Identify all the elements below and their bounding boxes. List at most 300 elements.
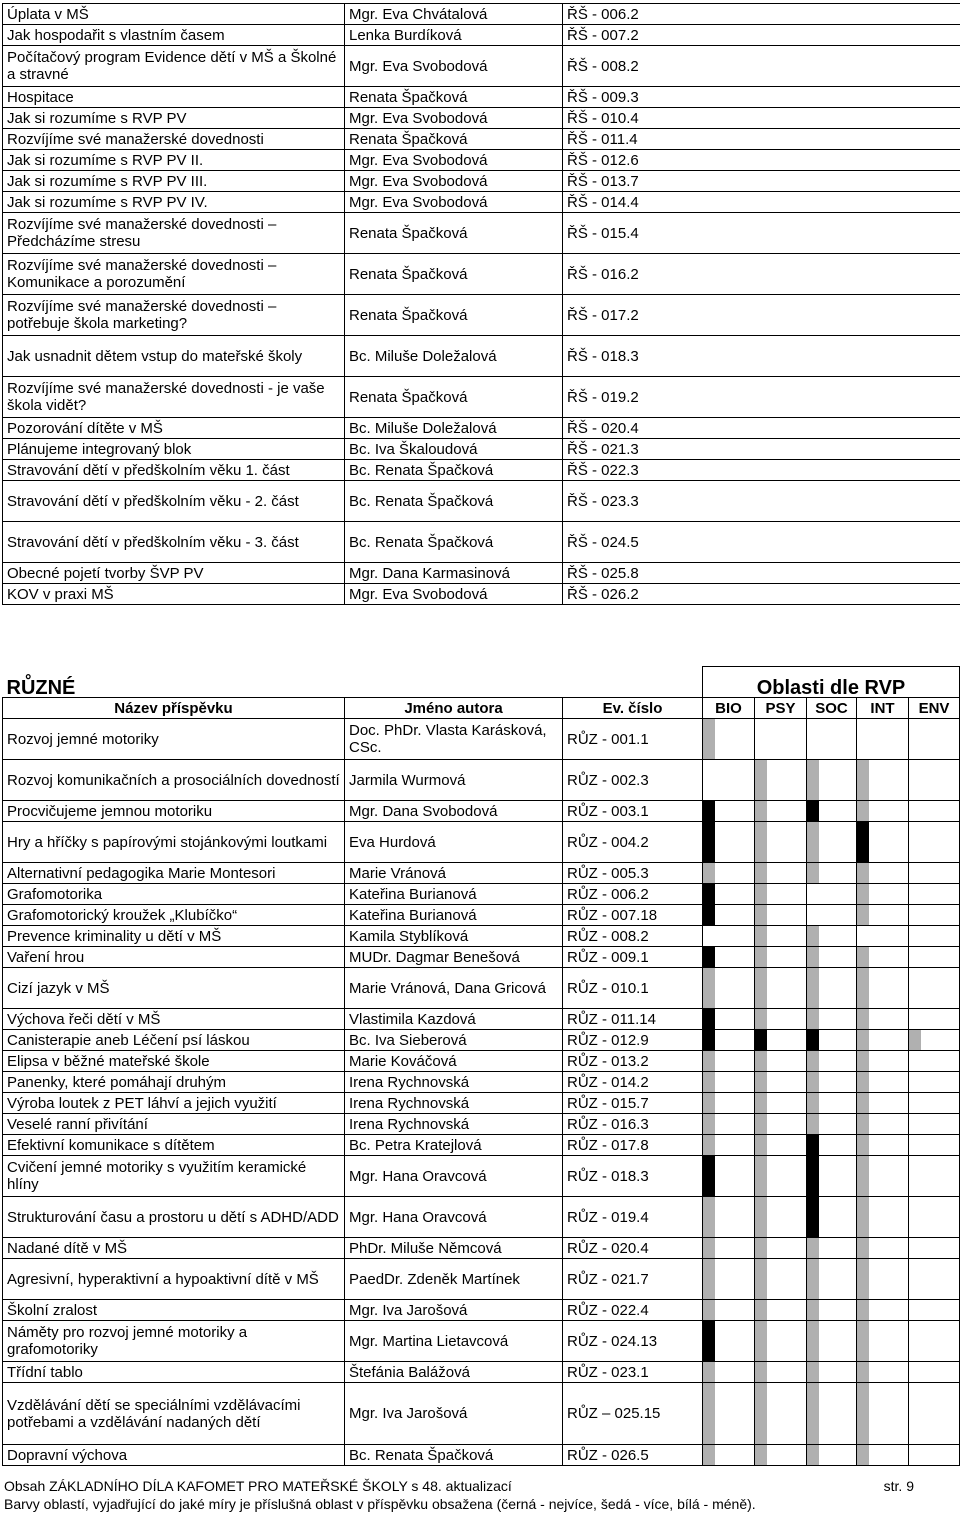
- area-cell-psy: [755, 968, 807, 1009]
- row-number: ŘŠ - 015.4: [563, 213, 960, 254]
- area-level-grey: [703, 1362, 715, 1382]
- row-number: ŘŠ - 018.3: [563, 336, 960, 377]
- row-number: RŮZ - 013.2: [563, 1051, 703, 1072]
- area-cell-env: [909, 905, 960, 926]
- area-cell-soc: [807, 1300, 857, 1321]
- area-level-grey: [857, 905, 869, 925]
- row-author: Mgr. Eva Svobodová: [345, 108, 563, 129]
- area-level-grey: [703, 1383, 715, 1444]
- area-level-grey: [755, 1197, 767, 1237]
- section-title: RŮZNÉ: [6, 677, 76, 698]
- row-title: Efektivní komunikace s dítětem: [3, 1135, 345, 1156]
- area-cell-int: [857, 947, 909, 968]
- area-level-grey: [857, 1238, 869, 1258]
- area-level-grey: [755, 1445, 767, 1465]
- row-author: Marie Kováčová: [345, 1051, 563, 1072]
- row-number: ŘŠ - 021.3: [563, 439, 960, 460]
- area-level-grey: [755, 863, 767, 883]
- row-title: Rozvíjíme své manažerské dovednosti – Předcházíme stresu: [3, 213, 345, 254]
- area-cell-psy: [755, 905, 807, 926]
- area-cell-int: [857, 926, 909, 947]
- row-number: ŘŠ - 011.4: [563, 129, 960, 150]
- area-cell-bio: [703, 801, 755, 822]
- area-cell-psy: [755, 1009, 807, 1030]
- area-level-grey: [755, 884, 767, 904]
- area-level-grey: [755, 1259, 767, 1299]
- table-row: [3, 336, 960, 377]
- row-title: Cizí jazyk v MŠ: [3, 968, 345, 1009]
- area-cell-soc: [807, 1197, 857, 1238]
- table-row: [3, 1156, 960, 1197]
- area-cell-psy: [755, 1362, 807, 1383]
- area-cell-bio: [703, 884, 755, 905]
- area-cell-soc: [807, 905, 857, 926]
- area-level-grey: [857, 1300, 869, 1320]
- row-author: Mgr. Eva Svobodová: [345, 171, 563, 192]
- area-level-grey: [755, 760, 767, 800]
- area-level-grey: [807, 1114, 819, 1134]
- area-cell-env: [909, 801, 960, 822]
- row-number: RŮZ - 009.1: [563, 947, 703, 968]
- area-cell-bio: [703, 1093, 755, 1114]
- row-number: ŘŠ - 013.7: [563, 171, 960, 192]
- area-cell-env: [909, 1383, 960, 1445]
- area-cell-bio: [703, 1156, 755, 1197]
- area-level-black: [807, 1135, 819, 1155]
- area-level-grey: [755, 801, 767, 821]
- row-number: ŘŠ - 009.3: [563, 87, 960, 108]
- row-title: Jak si rozumíme s RVP PV IV.: [3, 192, 345, 213]
- area-level-grey: [857, 1030, 869, 1050]
- area-cell-env: [909, 1156, 960, 1197]
- area-cell-bio: [703, 1362, 755, 1383]
- table-row: [3, 150, 960, 171]
- row-title: Plánujeme integrovaný blok: [3, 439, 345, 460]
- row-author: Mgr. Dana Svobodová: [345, 801, 563, 822]
- header-soc: SOC: [807, 698, 857, 719]
- row-author: Mgr. Dana Karmasinová: [345, 563, 563, 584]
- area-level-black: [755, 1030, 767, 1050]
- row-title: KOV v praxi MŠ: [3, 584, 345, 605]
- table-row: [3, 1238, 960, 1259]
- area-cell-psy: [755, 1383, 807, 1445]
- row-title: Elipsa v běžné mateřské škole: [3, 1051, 345, 1072]
- row-title: Cvičení jemné motoriky s využitím keramické hlíny: [3, 1156, 345, 1197]
- area-cell-soc: [807, 822, 857, 863]
- area-cell-bio: [703, 1238, 755, 1259]
- row-number: RŮZ - 021.7: [563, 1259, 703, 1300]
- row-number: ŘŠ - 012.6: [563, 150, 960, 171]
- area-cell-int: [857, 1156, 909, 1197]
- table-row: [3, 905, 960, 926]
- row-author: Mgr. Iva Jarošová: [345, 1383, 563, 1445]
- area-cell-int: [857, 822, 909, 863]
- row-title: Jak usnadnit dětem vstup do mateřské školy: [3, 336, 345, 377]
- row-title: Strukturování času a prostoru u dětí s ADHD/ADD: [3, 1197, 345, 1238]
- area-level-grey: [857, 1093, 869, 1113]
- row-author: Doc. PhDr. Vlasta Karásková, CSc.: [345, 719, 563, 760]
- row-number: RŮZ - 002.3: [563, 760, 703, 801]
- area-level-grey: [755, 1156, 767, 1196]
- area-cell-bio: [703, 1300, 755, 1321]
- oblasti-title: Oblasti dle RVP: [703, 667, 960, 698]
- area-cell-psy: [755, 1156, 807, 1197]
- area-cell-soc: [807, 1051, 857, 1072]
- header-author: Jméno autora: [345, 698, 563, 719]
- row-number: RŮZ - 020.4: [563, 1238, 703, 1259]
- area-cell-env: [909, 1072, 960, 1093]
- header-num: Ev. číslo: [563, 698, 703, 719]
- row-author: Mgr. Iva Jarošová: [345, 1300, 563, 1321]
- top-contents-table: [2, 3, 960, 605]
- area-level-grey: [755, 1321, 767, 1361]
- row-author: Mgr. Hana Oravcová: [345, 1156, 563, 1197]
- area-level-grey: [807, 1445, 819, 1465]
- area-level-grey: [755, 1238, 767, 1258]
- area-level-black: [703, 801, 715, 821]
- footer-text: Obsah ZÁKLADNÍHO DÍLA KAFOMET PRO MATEŘSKÉ ŠKOLY s 48. aktualizací: [4, 1478, 512, 1494]
- row-number: ŘŠ - 020.4: [563, 418, 960, 439]
- area-cell-int: [857, 1362, 909, 1383]
- header-psy: PSY: [755, 698, 807, 719]
- area-cell-bio: [703, 1009, 755, 1030]
- row-title: Stravování dětí v předškolním věku - 2. část: [3, 481, 345, 522]
- area-level-black: [703, 1156, 715, 1196]
- area-cell-soc: [807, 1114, 857, 1135]
- row-title: Vaření hrou: [3, 947, 345, 968]
- area-cell-soc: [807, 1072, 857, 1093]
- area-level-grey: [703, 1445, 715, 1465]
- row-number: ŘŠ - 006.2: [563, 4, 960, 25]
- area-level-grey: [857, 1114, 869, 1134]
- table-row: [3, 129, 960, 150]
- area-cell-env: [909, 1362, 960, 1383]
- row-author: Mgr. Eva Chvátalová: [345, 4, 563, 25]
- area-cell-bio: [703, 822, 755, 863]
- row-title: Prevence kriminality u dětí v MŠ: [3, 926, 345, 947]
- row-number: ŘŠ - 017.2: [563, 295, 960, 336]
- row-title: Úplata v MŠ: [3, 4, 345, 25]
- row-title: Výchova řeči dětí v MŠ: [3, 1009, 345, 1030]
- area-cell-env: [909, 926, 960, 947]
- area-level-black: [807, 801, 819, 821]
- table-row: [3, 46, 960, 87]
- row-title: Vzdělávání dětí se speciálními vzdělávacími potřebami a vzdělávání nadaných dětí: [3, 1383, 345, 1445]
- area-level-grey: [857, 1383, 869, 1444]
- area-cell-bio: [703, 1030, 755, 1051]
- area-level-black: [807, 1030, 819, 1050]
- row-author: Bc. Renata Špačková: [345, 522, 563, 563]
- area-level-grey: [755, 1114, 767, 1134]
- row-number: ŘŠ - 007.2: [563, 25, 960, 46]
- table-row: [3, 460, 960, 481]
- area-cell-soc: [807, 863, 857, 884]
- area-cell-psy: [755, 801, 807, 822]
- row-title: Rozvíjíme své manažerské dovednosti - je vaše škola vidět?: [3, 377, 345, 418]
- table-row: [3, 1093, 960, 1114]
- area-level-black: [807, 1156, 819, 1196]
- table-row: [3, 522, 960, 563]
- table-row: [3, 25, 960, 46]
- table-row: [3, 947, 960, 968]
- table-row: [3, 439, 960, 460]
- area-cell-psy: [755, 1114, 807, 1135]
- row-number: RŮZ - 022.4: [563, 1300, 703, 1321]
- row-title: Grafomotorický kroužek „Klubíčko“: [3, 905, 345, 926]
- table-row: [3, 295, 960, 336]
- area-level-grey: [703, 1259, 715, 1299]
- row-author: Mgr. Eva Svobodová: [345, 150, 563, 171]
- area-cell-psy: [755, 863, 807, 884]
- row-title: Jak hospodařit s vlastním časem: [3, 25, 345, 46]
- row-number: RŮZ - 019.4: [563, 1197, 703, 1238]
- area-cell-env: [909, 863, 960, 884]
- table-row: [3, 1300, 960, 1321]
- area-cell-env: [909, 947, 960, 968]
- area-level-grey: [807, 1259, 819, 1299]
- area-level-grey: [755, 1135, 767, 1155]
- table-row: [3, 1135, 960, 1156]
- area-level-grey: [703, 1135, 715, 1155]
- area-level-grey: [755, 1300, 767, 1320]
- row-title: Hospitace: [3, 87, 345, 108]
- row-number: RŮZ - 017.8: [563, 1135, 703, 1156]
- area-cell-bio: [703, 1197, 755, 1238]
- row-title: Agresivní, hyperaktivní a hypoaktivní dítě v MŠ: [3, 1259, 345, 1300]
- area-cell-psy: [755, 884, 807, 905]
- area-level-grey: [807, 968, 819, 1008]
- area-cell-env: [909, 1445, 960, 1466]
- table-row: [3, 377, 960, 418]
- row-number: ŘŠ - 014.4: [563, 192, 960, 213]
- row-number: ŘŠ - 023.3: [563, 481, 960, 522]
- table-row: [3, 563, 960, 584]
- area-level-grey: [703, 1114, 715, 1134]
- area-cell-env: [909, 760, 960, 801]
- area-level-black: [857, 822, 869, 862]
- area-level-grey: [703, 968, 715, 1008]
- row-author: Bc. Miluše Doležalová: [345, 336, 563, 377]
- area-level-grey: [857, 1259, 869, 1299]
- area-level-grey: [857, 760, 869, 800]
- row-title: Dopravní výchova: [3, 1445, 345, 1466]
- row-author: Bc. Petra Kratejlová: [345, 1135, 563, 1156]
- row-title: Pozorování dítěte v MŠ: [3, 418, 345, 439]
- area-cell-env: [909, 1114, 960, 1135]
- row-author: Irena Rychnovská: [345, 1093, 563, 1114]
- area-level-grey: [703, 719, 715, 759]
- row-number: ŘŠ - 010.4: [563, 108, 960, 129]
- area-cell-bio: [703, 947, 755, 968]
- area-level-black: [703, 884, 715, 904]
- row-title: Hry a hříčky s papírovými stojánkovými loutkami: [3, 822, 345, 863]
- area-cell-int: [857, 1300, 909, 1321]
- row-title: Výroba loutek z PET láhví a jejich využití: [3, 1093, 345, 1114]
- area-cell-psy: [755, 1072, 807, 1093]
- area-level-grey: [857, 1072, 869, 1092]
- area-cell-int: [857, 1197, 909, 1238]
- header-title: Název příspěvku: [3, 698, 345, 719]
- table-row: [3, 192, 960, 213]
- row-author: Renata Špačková: [345, 254, 563, 295]
- area-level-grey: [857, 1051, 869, 1071]
- area-cell-env: [909, 822, 960, 863]
- area-cell-bio: [703, 863, 755, 884]
- row-author: Bc. Renata Špačková: [345, 481, 563, 522]
- area-cell-int: [857, 1072, 909, 1093]
- table-row: [3, 1321, 960, 1362]
- header-row: [3, 698, 960, 719]
- row-author: MUDr. Dagmar Benešová: [345, 947, 563, 968]
- area-cell-bio: [703, 1051, 755, 1072]
- row-title: Rozvoj jemné motoriky: [3, 719, 345, 760]
- table-row: [3, 1009, 960, 1030]
- row-author: Marie Vránová, Dana Gricová: [345, 968, 563, 1009]
- row-number: RŮZ - 003.1: [563, 801, 703, 822]
- row-title: Grafomotorika: [3, 884, 345, 905]
- area-level-grey: [755, 1362, 767, 1382]
- row-author: Renata Špačková: [345, 129, 563, 150]
- footer-line2: Barvy oblastí, vyjadřující do jaké míry je příslušná oblast v příspěvku obsažena (černá - nejvíce, šedá - více, bílá - méně).: [4, 1496, 756, 1512]
- row-title: Jak si rozumíme s RVP PV: [3, 108, 345, 129]
- row-author: Renata Špačková: [345, 87, 563, 108]
- table-row: [3, 254, 960, 295]
- row-author: Mgr. Eva Svobodová: [345, 584, 563, 605]
- row-author: Mgr. Martina Lietavcová: [345, 1321, 563, 1362]
- row-number: RŮZ - 016.3: [563, 1114, 703, 1135]
- area-cell-int: [857, 1259, 909, 1300]
- row-number: RŮZ - 015.7: [563, 1093, 703, 1114]
- area-cell-bio: [703, 926, 755, 947]
- area-cell-bio: [703, 1383, 755, 1445]
- area-level-grey: [807, 1093, 819, 1113]
- row-author: Renata Špačková: [345, 295, 563, 336]
- area-level-grey: [755, 905, 767, 925]
- area-cell-soc: [807, 1093, 857, 1114]
- row-author: Jarmila Wurmová: [345, 760, 563, 801]
- area-cell-soc: [807, 1383, 857, 1445]
- row-title: Jak si rozumíme s RVP PV III.: [3, 171, 345, 192]
- table-row: [3, 584, 960, 605]
- area-level-grey: [755, 1093, 767, 1113]
- row-number: RŮZ - 001.1: [563, 719, 703, 760]
- row-author: Bc. Iva Sieberová: [345, 1030, 563, 1051]
- table-row: [3, 108, 960, 129]
- area-level-grey: [703, 1051, 715, 1071]
- row-number: ŘŠ - 019.2: [563, 377, 960, 418]
- row-author: Mgr. Eva Svobodová: [345, 192, 563, 213]
- area-cell-soc: [807, 1009, 857, 1030]
- table-row: [3, 1051, 960, 1072]
- area-cell-psy: [755, 947, 807, 968]
- area-cell-psy: [755, 1445, 807, 1466]
- row-number: RŮZ - 011.14: [563, 1009, 703, 1030]
- table-row: [3, 213, 960, 254]
- area-level-grey: [857, 1197, 869, 1237]
- area-cell-soc: [807, 760, 857, 801]
- area-level-grey: [807, 822, 819, 862]
- area-level-grey: [755, 1383, 767, 1444]
- area-level-grey: [857, 884, 869, 904]
- area-level-grey: [857, 1156, 869, 1196]
- area-level-grey: [807, 1238, 819, 1258]
- area-level-grey: [755, 947, 767, 967]
- row-author: PhDr. Miluše Němcová: [345, 1238, 563, 1259]
- area-level-grey: [857, 947, 869, 967]
- area-level-black: [807, 1197, 819, 1237]
- row-author: Kateřina Burianová: [345, 884, 563, 905]
- header-int: INT: [857, 698, 909, 719]
- table-row: [3, 1072, 960, 1093]
- area-cell-int: [857, 1051, 909, 1072]
- area-cell-soc: [807, 1135, 857, 1156]
- area-cell-soc: [807, 1156, 857, 1197]
- row-title: Rozvíjíme své manažerské dovednosti: [3, 129, 345, 150]
- area-level-black: [703, 822, 715, 862]
- area-level-grey: [807, 926, 819, 946]
- table-row: [3, 968, 960, 1009]
- area-cell-soc: [807, 968, 857, 1009]
- row-number: ŘŠ - 016.2: [563, 254, 960, 295]
- row-title: Canisterapie aneb Léčení psí láskou: [3, 1030, 345, 1051]
- row-title: Panenky, které pomáhají druhým: [3, 1072, 345, 1093]
- area-level-grey: [807, 1300, 819, 1320]
- area-level-black: [703, 1009, 715, 1029]
- area-cell-env: [909, 1300, 960, 1321]
- row-number: ŘŠ - 026.2: [563, 584, 960, 605]
- table-row: [3, 1362, 960, 1383]
- row-title: Stravování dětí v předškolním věku 1. část: [3, 460, 345, 481]
- area-level-grey: [755, 968, 767, 1008]
- area-level-grey: [703, 863, 715, 883]
- row-number: ŘŠ - 008.2: [563, 46, 960, 87]
- row-title: Jak si rozumíme s RVP PV II.: [3, 150, 345, 171]
- area-cell-int: [857, 1009, 909, 1030]
- table-row: [3, 926, 960, 947]
- row-author: Renata Špačková: [345, 377, 563, 418]
- area-cell-env: [909, 1238, 960, 1259]
- area-cell-env: [909, 1259, 960, 1300]
- area-cell-soc: [807, 1030, 857, 1051]
- area-level-grey: [807, 1383, 819, 1444]
- area-level-grey: [703, 1072, 715, 1092]
- table-row: [3, 418, 960, 439]
- row-title: Školní zralost: [3, 1300, 345, 1321]
- row-author: Renata Špačková: [345, 213, 563, 254]
- row-number: RŮZ - 007.18: [563, 905, 703, 926]
- area-cell-bio: [703, 1321, 755, 1362]
- area-level-grey: [857, 1135, 869, 1155]
- area-cell-env: [909, 719, 960, 760]
- area-level-black: [703, 905, 715, 925]
- page-number: str. 9: [883, 1478, 914, 1494]
- area-level-grey: [857, 968, 869, 1008]
- table-row: [3, 481, 960, 522]
- area-cell-int: [857, 1321, 909, 1362]
- row-number: RŮZ - 005.3: [563, 863, 703, 884]
- row-author: Bc. Iva Škaloudová: [345, 439, 563, 460]
- table-row: [3, 1030, 960, 1051]
- area-level-grey: [857, 863, 869, 883]
- table-row: [3, 884, 960, 905]
- area-level-grey: [807, 760, 819, 800]
- area-cell-soc: [807, 926, 857, 947]
- area-cell-bio: [703, 968, 755, 1009]
- row-number: RŮZ - 014.2: [563, 1072, 703, 1093]
- row-number: RŮZ - 026.5: [563, 1445, 703, 1466]
- area-cell-bio: [703, 760, 755, 801]
- table-row: [3, 4, 960, 25]
